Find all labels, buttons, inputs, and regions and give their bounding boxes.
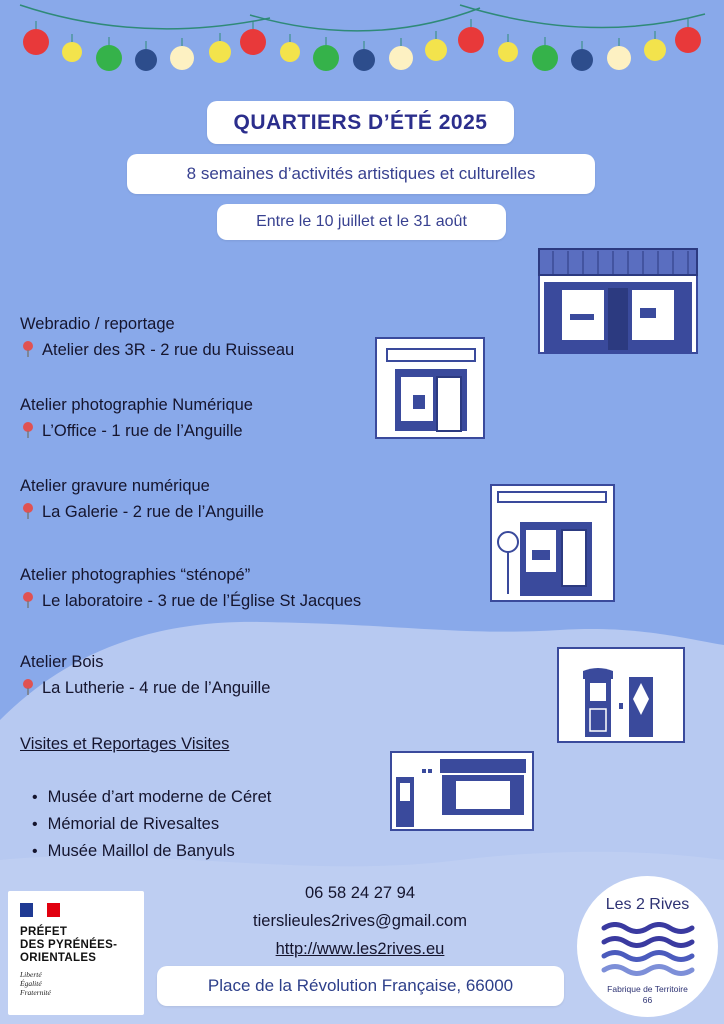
location-pin-icon <box>20 678 36 696</box>
garland-bulb <box>571 49 593 71</box>
garland-bulb <box>240 29 266 55</box>
french-flag-icon <box>20 903 60 917</box>
activity-name: Webradio / reportage <box>20 315 175 333</box>
contact-email[interactable]: tierslieules2rives@gmail.com <box>253 912 467 930</box>
page-title: QUARTIERS D’ÉTÉ 2025 <box>207 101 514 144</box>
activity-webradio <box>20 313 294 361</box>
garland-bulb <box>135 49 157 71</box>
activity-name: Atelier photographies “sténopé” <box>20 566 251 584</box>
storefront-illustration-galerie <box>490 484 615 602</box>
storefront-illustration-visits <box>390 751 534 831</box>
garland-bulb <box>498 42 518 62</box>
garland-bulb <box>675 27 701 53</box>
les2rives-logo <box>577 876 718 1017</box>
garland-bulb <box>23 29 49 55</box>
activity-photo-numerique <box>20 394 253 442</box>
activity-gravure <box>20 475 264 523</box>
page-subtitle: 8 semaines d’activités artistiques et culturelles <box>127 154 595 194</box>
garland-bulb <box>170 46 194 70</box>
list-item: • Musée d’art moderne de Céret <box>32 784 271 811</box>
list-item: • Mémorial de Rivesaltes <box>32 811 271 838</box>
garland-bulb <box>209 41 231 63</box>
contact-address: Place de la Révolution Française, 66000 <box>157 966 564 1006</box>
activity-location: La Galerie - 2 rue de l’Anguille <box>20 501 264 523</box>
location-pin-icon <box>20 421 36 439</box>
garland-decoration <box>0 0 724 90</box>
storefront-illustration-office <box>375 337 485 439</box>
activity-location: Le laboratoire - 3 rue de l’Église St Jacques <box>20 590 361 612</box>
logo-number: 66 <box>642 995 653 1005</box>
activity-bois <box>20 651 270 699</box>
list-item: • Musée Maillol de Banyuls <box>32 838 271 865</box>
garland-bulb <box>532 45 558 71</box>
activity-location: Atelier des 3R - 2 rue du Ruisseau <box>20 339 294 361</box>
garland-bulb <box>96 45 122 71</box>
garland-bulb <box>425 39 447 61</box>
garland-bulb <box>458 27 484 53</box>
garland-bulb <box>607 46 631 70</box>
visits-heading: Visites et Reportages Visites <box>20 735 230 753</box>
contact-website-link[interactable]: http://www.les2rives.eu <box>275 940 445 958</box>
activity-name: Atelier gravure numérique <box>20 477 210 495</box>
logo-subtitle: Fabrique de Territoire <box>607 984 688 994</box>
garland-bulb <box>62 42 82 62</box>
activity-location: L’Office - 1 rue de l’Anguille <box>20 420 253 442</box>
location-pin-icon <box>20 591 36 609</box>
logo-title: Les 2 Rives <box>605 896 690 913</box>
activity-name: Atelier Bois <box>20 653 104 671</box>
visits-list <box>32 784 271 865</box>
prefet-logo: PRÉFET DES PYRÉNÉES- ORIENTALES Liberté Égalité Fraternité <box>8 891 144 1015</box>
waves-icon <box>601 922 695 978</box>
activity-name: Atelier photographie Numérique <box>20 396 253 414</box>
garland-bulb <box>313 45 339 71</box>
location-pin-icon <box>20 340 36 358</box>
garland-bulb <box>389 46 413 70</box>
activity-stenope <box>20 564 361 612</box>
garland-bulb <box>280 42 300 62</box>
storefront-illustration-3r <box>538 248 698 354</box>
location-pin-icon <box>20 502 36 520</box>
activity-location: La Lutherie - 4 rue de l’Anguille <box>20 677 270 699</box>
storefront-illustration-lutherie <box>557 647 685 743</box>
garland-bulb <box>353 49 375 71</box>
garland-bulb <box>644 39 666 61</box>
date-range: Entre le 10 juillet et le 31 août <box>217 204 506 240</box>
contact-phone[interactable]: 06 58 24 27 94 <box>304 884 416 902</box>
